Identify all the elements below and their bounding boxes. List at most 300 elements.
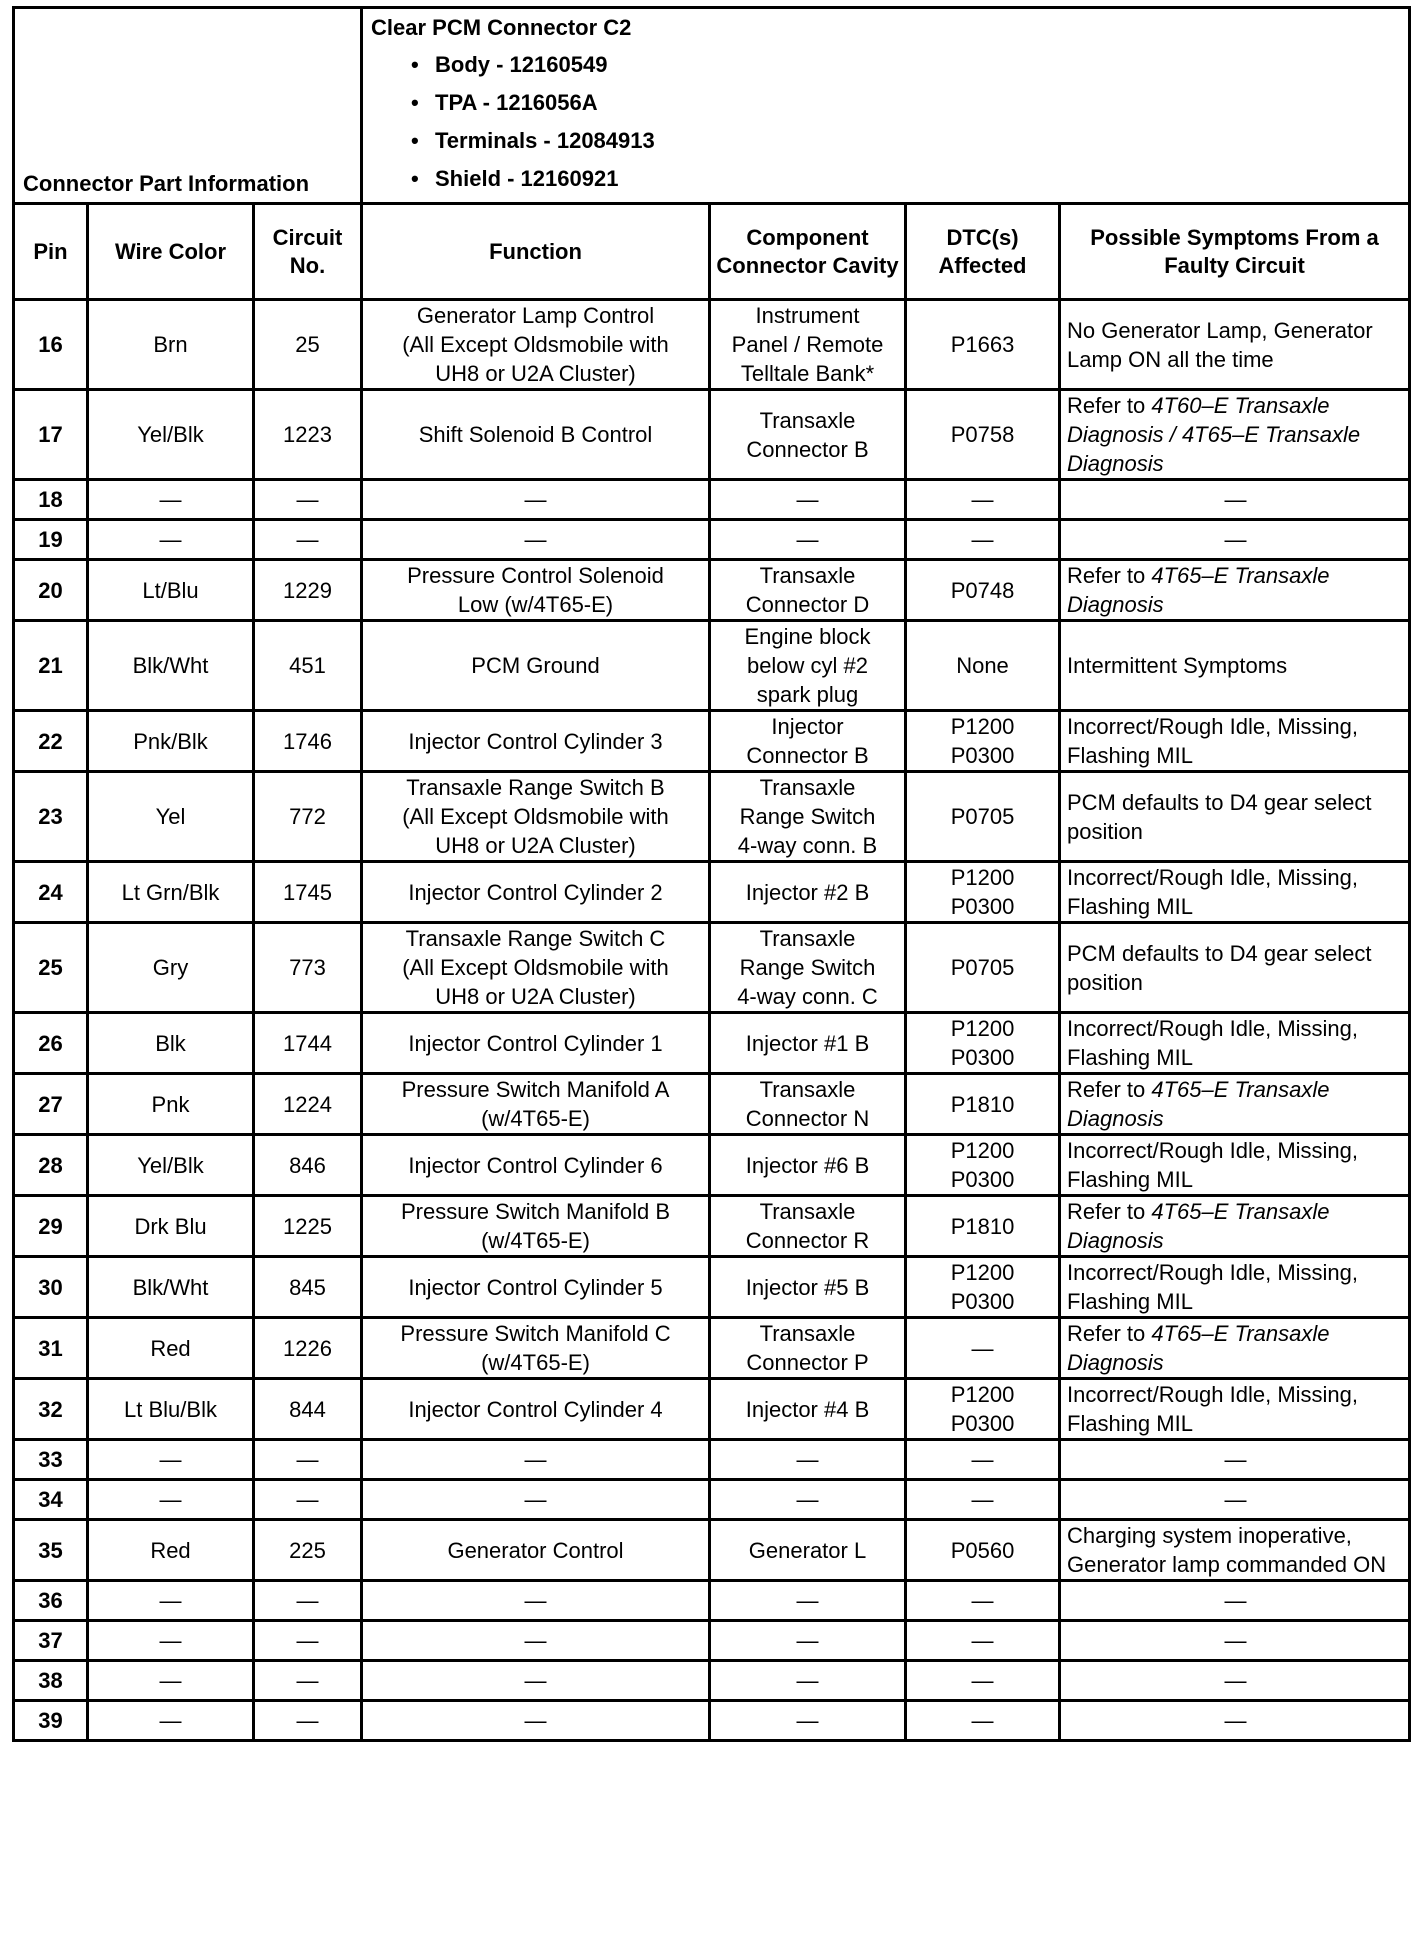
- circuit-number: —: [296, 1708, 319, 1733]
- pin-number: 29: [38, 1213, 63, 1239]
- function-cell: [362, 520, 710, 560]
- function-line: —: [524, 1628, 547, 1653]
- dtc-code: P0758: [950, 422, 1015, 447]
- function-line: —: [524, 1447, 547, 1472]
- table-row: [14, 390, 1410, 480]
- wire-color-cell: [88, 1701, 254, 1741]
- wire-color: —: [159, 1628, 182, 1653]
- cavity-cell: [710, 1480, 906, 1520]
- circuit-cell: [254, 1661, 362, 1701]
- dtc-code: —: [971, 487, 994, 512]
- dtc-code: P0300: [950, 894, 1015, 919]
- wire-color-cell: [88, 923, 254, 1013]
- cavity-line: Transaxle: [759, 775, 856, 800]
- symptoms-cell: [1060, 862, 1410, 923]
- dtc-code: P1200: [950, 865, 1015, 890]
- function-line: Injector Control Cylinder 2: [408, 879, 663, 905]
- symptom-text: Charging system inoperative, Generator lamp commanded ON: [1067, 1523, 1387, 1577]
- part-body: • Body - 12160549: [411, 46, 1400, 84]
- wire-color-cell: [88, 1621, 254, 1661]
- pin-rows: [14, 300, 1410, 1741]
- function-cell: [362, 560, 710, 621]
- function-line: PCM Ground: [471, 653, 600, 678]
- dtc-cell: [906, 1581, 1060, 1621]
- function-line: UH8 or U2A Cluster): [435, 984, 636, 1009]
- pin-cell: [14, 772, 88, 862]
- wire-color: —: [159, 1447, 182, 1472]
- symptoms-cell: [1060, 1074, 1410, 1135]
- symptom-text: —: [1224, 1628, 1247, 1653]
- pin-number: 23: [38, 804, 63, 829]
- dtc-code: P1810: [950, 1213, 1015, 1239]
- circuit-number: 1223: [283, 422, 332, 447]
- dtc-code: P0705: [950, 955, 1015, 980]
- dtc-code: —: [971, 1668, 994, 1693]
- table-row: [14, 1013, 1410, 1074]
- wire-color-cell: [88, 772, 254, 862]
- dtc-cell: [906, 711, 1060, 772]
- symptoms-cell: [1060, 560, 1410, 621]
- symptom-text: Refer to: [1067, 1077, 1152, 1102]
- cavity-line: Telltale Bank*: [740, 361, 875, 386]
- circuit-number: 846: [289, 1152, 326, 1178]
- dtc-code: P0560: [950, 1537, 1015, 1563]
- table-row: [14, 1661, 1410, 1701]
- wire-color-cell: [88, 1257, 254, 1318]
- col-header-dtc: DTC(s) Affected: [906, 204, 1060, 300]
- pin-cell: [14, 1318, 88, 1379]
- circuit-cell: [254, 1701, 362, 1741]
- cavity-cell: [710, 1135, 906, 1196]
- cavity-cell: [710, 772, 906, 862]
- wire-color: Yel/Blk: [137, 1152, 204, 1178]
- function-line: —: [524, 487, 547, 512]
- pin-cell: [14, 862, 88, 923]
- cavity-cell: [710, 1013, 906, 1074]
- wire-color-cell: [88, 480, 254, 520]
- wire-color: Red: [150, 1335, 191, 1361]
- cavity-line: —: [796, 1708, 819, 1733]
- pin-number: 28: [38, 1152, 63, 1178]
- symptom-text: PCM defaults to D4 gear select position: [1067, 789, 1372, 844]
- dtc-code: P0300: [950, 1167, 1015, 1192]
- function-cell: [362, 1379, 710, 1440]
- symptoms-cell: [1060, 1520, 1410, 1581]
- pin-cell: [14, 480, 88, 520]
- dtc-cell: [906, 1379, 1060, 1440]
- function-cell: [362, 1135, 710, 1196]
- wire-color: Blk/Wht: [132, 653, 209, 678]
- wire-color-cell: [88, 711, 254, 772]
- function-cell: [362, 1257, 710, 1318]
- dtc-code: —: [971, 1487, 994, 1512]
- wire-color-cell: [88, 1661, 254, 1701]
- circuit-cell: [254, 1196, 362, 1257]
- dtc-cell: [906, 1520, 1060, 1581]
- circuit-number: 772: [289, 804, 326, 829]
- circuit-cell: [254, 923, 362, 1013]
- cavity-line: spark plug: [756, 682, 859, 707]
- dtc-cell: [906, 621, 1060, 711]
- symptom-text: —: [1224, 487, 1247, 512]
- pin-cell: [14, 1379, 88, 1440]
- dtc-cell: [906, 390, 1060, 480]
- circuit-cell: [254, 1621, 362, 1661]
- circuit-cell: [254, 1074, 362, 1135]
- circuit-number: 451: [289, 653, 326, 678]
- dtc-code: P1663: [950, 332, 1015, 357]
- circuit-cell: [254, 390, 362, 480]
- function-cell: [362, 621, 710, 711]
- cavity-line: Range Switch: [739, 955, 876, 980]
- cavity-cell: [710, 711, 906, 772]
- table-row: [14, 1440, 1410, 1480]
- cavity-line: Transaxle: [759, 1077, 856, 1102]
- symptoms-cell: [1060, 923, 1410, 1013]
- pin-cell: [14, 1701, 88, 1741]
- table-row: [14, 1074, 1410, 1135]
- pin-cell: [14, 1074, 88, 1135]
- symptom-text: —: [1224, 1588, 1247, 1613]
- function-cell: [362, 862, 710, 923]
- table-row: [14, 520, 1410, 560]
- circuit-cell: [254, 480, 362, 520]
- dtc-cell: [906, 1701, 1060, 1741]
- cavity-cell: [710, 390, 906, 480]
- function-line: UH8 or U2A Cluster): [435, 833, 636, 858]
- cavity-cell: [710, 1440, 906, 1480]
- wire-color-cell: [88, 1440, 254, 1480]
- wire-color-cell: [88, 1480, 254, 1520]
- wire-color: Pnk/Blk: [133, 728, 208, 754]
- wire-color-cell: [88, 1581, 254, 1621]
- connector-table: [12, 6, 1411, 1742]
- function-cell: [362, 1318, 710, 1379]
- pin-cell: [14, 923, 88, 1013]
- dtc-cell: [906, 1074, 1060, 1135]
- function-line: Pressure Switch Manifold B: [401, 1199, 670, 1224]
- dtc-cell: [906, 520, 1060, 560]
- cavity-line: Injector #4 B: [745, 1396, 870, 1422]
- circuit-number: —: [296, 1487, 319, 1512]
- symptom-text: Incorrect/Rough Idle, Missing, Flashing MIL: [1067, 1016, 1359, 1070]
- cavity-line: Injector #5 B: [745, 1274, 870, 1300]
- function-line: —: [524, 527, 547, 552]
- table-row: [14, 1701, 1410, 1741]
- circuit-cell: [254, 1379, 362, 1440]
- wire-color: —: [159, 527, 182, 552]
- symptoms-cell: [1060, 1318, 1410, 1379]
- circuit-number: 1226: [283, 1335, 332, 1361]
- pin-number: 38: [38, 1668, 63, 1693]
- circuit-number: 1229: [283, 577, 332, 603]
- function-cell: [362, 772, 710, 862]
- cavity-line: —: [796, 1628, 819, 1653]
- symptoms-cell: [1060, 1480, 1410, 1520]
- cavity-line: Connector B: [746, 436, 869, 462]
- connector-table-sheet: [12, 6, 1408, 1742]
- function-cell: [362, 300, 710, 390]
- symptoms-cell: [1060, 1701, 1410, 1741]
- pin-cell: [14, 1581, 88, 1621]
- wire-color: Yel: [155, 804, 186, 829]
- dtc-code: —: [971, 1335, 994, 1361]
- wire-color-cell: [88, 1196, 254, 1257]
- pin-number: 25: [38, 955, 63, 980]
- cavity-cell: [710, 1379, 906, 1440]
- dtc-cell: [906, 1480, 1060, 1520]
- cavity-cell: [710, 520, 906, 560]
- cavity-line: —: [796, 1487, 819, 1512]
- circuit-number: 1225: [283, 1213, 332, 1239]
- symptoms-cell: [1060, 621, 1410, 711]
- cavity-line: Connector P: [746, 1350, 869, 1375]
- dtc-code: P1200: [950, 1016, 1015, 1041]
- function-line: (w/4T65-E): [481, 1228, 590, 1253]
- wire-color-cell: [88, 1013, 254, 1074]
- connector-title: Clear PCM Connector C2: [371, 15, 632, 40]
- circuit-number: —: [296, 1628, 319, 1653]
- cavity-cell: [710, 1074, 906, 1135]
- circuit-number: —: [296, 487, 319, 512]
- pin-number: 24: [38, 879, 63, 905]
- wire-color-cell: [88, 390, 254, 480]
- symptoms-cell: [1060, 1257, 1410, 1318]
- dtc-cell: [906, 1621, 1060, 1661]
- dtc-code: —: [971, 1628, 994, 1653]
- function-cell: [362, 1581, 710, 1621]
- connector-parts-list: [371, 46, 1400, 198]
- cavity-cell: [710, 1196, 906, 1257]
- function-line: —: [524, 1708, 547, 1733]
- wire-color-cell: [88, 862, 254, 923]
- wire-color: Blk/Wht: [132, 1274, 209, 1300]
- pin-cell: [14, 1013, 88, 1074]
- function-cell: [362, 480, 710, 520]
- function-line: (All Except Oldsmobile with: [402, 955, 669, 980]
- table-row: [14, 1318, 1410, 1379]
- cavity-line: 4-way conn. B: [737, 833, 878, 858]
- table-row: [14, 480, 1410, 520]
- dtc-cell: [906, 1196, 1060, 1257]
- symptom-text: Incorrect/Rough Idle, Missing, Flashing MIL: [1067, 1138, 1359, 1192]
- pin-cell: [14, 1520, 88, 1581]
- dtc-code: P1200: [950, 1382, 1015, 1407]
- table-row: [14, 1621, 1410, 1661]
- cavity-cell: [710, 1257, 906, 1318]
- pin-number: 34: [38, 1487, 63, 1512]
- function-line: Pressure Switch Manifold A: [401, 1077, 670, 1102]
- dtc-cell: [906, 1135, 1060, 1196]
- dtc-cell: [906, 1318, 1060, 1379]
- function-cell: [362, 1196, 710, 1257]
- dtc-cell: [906, 1661, 1060, 1701]
- connector-info-block: [362, 8, 1410, 204]
- circuit-cell: [254, 1440, 362, 1480]
- table-row: [14, 711, 1410, 772]
- cavity-cell: [710, 300, 906, 390]
- symptom-text: —: [1224, 1487, 1247, 1512]
- symptom-text: Incorrect/Rough Idle, Missing, Flashing MIL: [1067, 1382, 1359, 1436]
- dtc-code: P0705: [950, 804, 1015, 829]
- function-line: Injector Control Cylinder 1: [408, 1030, 663, 1056]
- circuit-cell: [254, 560, 362, 621]
- dtc-cell: [906, 1013, 1060, 1074]
- function-cell: [362, 1661, 710, 1701]
- function-line: (All Except Oldsmobile with: [402, 804, 669, 829]
- circuit-number: —: [296, 1447, 319, 1472]
- function-line: Generator Control: [447, 1537, 624, 1563]
- pin-cell: [14, 1480, 88, 1520]
- table-row: [14, 1135, 1410, 1196]
- symptoms-cell: [1060, 300, 1410, 390]
- function-cell: [362, 390, 710, 480]
- cavity-line: Connector D: [745, 592, 870, 617]
- function-line: Injector Control Cylinder 4: [408, 1396, 663, 1422]
- cavity-line: Injector #6 B: [745, 1152, 870, 1178]
- pin-number: 18: [38, 487, 63, 512]
- wire-color-cell: [88, 621, 254, 711]
- symptoms-cell: [1060, 1661, 1410, 1701]
- wire-color: Yel/Blk: [137, 422, 204, 447]
- circuit-number: —: [296, 527, 319, 552]
- table-row: [14, 300, 1410, 390]
- connector-info-row: [14, 8, 1410, 204]
- pin-number: 30: [38, 1274, 63, 1300]
- function-line: (w/4T65-E): [481, 1350, 590, 1375]
- circuit-number: —: [296, 1588, 319, 1613]
- circuit-number: 1224: [283, 1091, 332, 1117]
- function-line: Transaxle Range Switch B: [406, 775, 665, 800]
- pin-cell: [14, 621, 88, 711]
- cavity-cell: [710, 560, 906, 621]
- function-line: —: [524, 1668, 547, 1693]
- dtc-cell: [906, 862, 1060, 923]
- wire-color: Blk: [155, 1030, 186, 1056]
- pin-number: 36: [38, 1588, 63, 1613]
- symptom-reference: 4T65–E Transaxle Diagnosis: [1067, 563, 1330, 617]
- circuit-cell: [254, 621, 362, 711]
- col-header-wire-color: Wire Color: [88, 204, 254, 300]
- symptom-text: Refer to: [1067, 393, 1152, 418]
- symptom-text: Refer to: [1067, 1199, 1152, 1224]
- wire-color: —: [159, 1487, 182, 1512]
- symptoms-cell: [1060, 520, 1410, 560]
- wire-color: Lt/Blu: [142, 577, 199, 603]
- wire-color: —: [159, 487, 182, 512]
- function-line: —: [524, 1588, 547, 1613]
- pin-cell: [14, 560, 88, 621]
- cavity-line: Engine block: [744, 624, 871, 649]
- wire-color: Lt Grn/Blk: [121, 879, 220, 905]
- cavity-line: Instrument: [755, 303, 860, 328]
- dtc-cell: [906, 560, 1060, 621]
- circuit-cell: [254, 862, 362, 923]
- symptom-reference: 4T60–E Transaxle Diagnosis / 4T65–E Transaxle Diagnosis: [1067, 393, 1361, 476]
- table-row: [14, 1196, 1410, 1257]
- symptoms-cell: [1060, 390, 1410, 480]
- part-tpa: • TPA - 1216056A: [411, 84, 1400, 122]
- cavity-line: Transaxle: [759, 563, 856, 588]
- dtc-cell: [906, 1257, 1060, 1318]
- symptom-text: No Generator Lamp, Generator Lamp ON all the time: [1067, 317, 1373, 372]
- function-line: Injector Control Cylinder 6: [408, 1152, 663, 1178]
- circuit-cell: [254, 300, 362, 390]
- symptom-text: —: [1224, 1447, 1247, 1472]
- function-line: Transaxle Range Switch C: [405, 926, 666, 951]
- cavity-cell: [710, 862, 906, 923]
- column-header-row: [14, 204, 1410, 300]
- wire-color: Gry: [152, 955, 189, 980]
- wire-color: —: [159, 1708, 182, 1733]
- table-row: [14, 1379, 1410, 1440]
- cavity-cell: [710, 621, 906, 711]
- pin-cell: [14, 520, 88, 560]
- dtc-cell: [906, 772, 1060, 862]
- circuit-cell: [254, 1520, 362, 1581]
- table-row: [14, 560, 1410, 621]
- dtc-code: P1810: [950, 1091, 1015, 1117]
- table-row: [14, 772, 1410, 862]
- wire-color-cell: [88, 1074, 254, 1135]
- pin-cell: [14, 390, 88, 480]
- cavity-line: Transaxle: [759, 1321, 856, 1346]
- circuit-cell: [254, 1257, 362, 1318]
- cavity-line: Injector: [771, 714, 844, 739]
- symptoms-cell: [1060, 1379, 1410, 1440]
- pin-number: 19: [38, 527, 63, 552]
- dtc-code: P1200: [950, 1260, 1015, 1285]
- col-header-pin: Pin: [14, 204, 88, 300]
- pin-cell: [14, 1196, 88, 1257]
- dtc-code: None: [956, 653, 1009, 678]
- pin-number: 20: [38, 577, 63, 603]
- pin-number: 31: [38, 1335, 63, 1361]
- dtc-code: P0300: [950, 1045, 1015, 1070]
- circuit-number: —: [296, 1668, 319, 1693]
- function-cell: [362, 1074, 710, 1135]
- pin-number: 17: [38, 422, 63, 447]
- dtc-code: —: [971, 1708, 994, 1733]
- cavity-line: —: [796, 1588, 819, 1613]
- dtc-code: P1200: [950, 714, 1015, 739]
- cavity-cell: [710, 1581, 906, 1621]
- table-row: [14, 621, 1410, 711]
- function-line: Pressure Control Solenoid: [407, 563, 664, 588]
- pin-number: 21: [38, 653, 63, 678]
- symptoms-cell: [1060, 1135, 1410, 1196]
- circuit-cell: [254, 1480, 362, 1520]
- circuit-number: 225: [289, 1537, 326, 1563]
- cavity-line: Connector N: [745, 1106, 870, 1131]
- connector-part-info-label: Connector Part Information: [14, 8, 362, 204]
- pin-cell: [14, 1135, 88, 1196]
- wire-color-cell: [88, 520, 254, 560]
- symptom-reference: 4T65–E Transaxle Diagnosis: [1067, 1199, 1330, 1253]
- cavity-line: —: [796, 1668, 819, 1693]
- function-cell: [362, 1701, 710, 1741]
- symptoms-cell: [1060, 1621, 1410, 1661]
- symptom-text: Refer to: [1067, 1321, 1152, 1346]
- function-line: (w/4T65-E): [481, 1106, 590, 1131]
- pin-number: 32: [38, 1396, 63, 1422]
- wire-color: —: [159, 1588, 182, 1613]
- circuit-cell: [254, 1581, 362, 1621]
- cavity-line: Transaxle: [759, 926, 856, 951]
- pin-number: 33: [38, 1447, 63, 1472]
- dtc-code: —: [971, 1447, 994, 1472]
- cavity-line: —: [796, 1447, 819, 1472]
